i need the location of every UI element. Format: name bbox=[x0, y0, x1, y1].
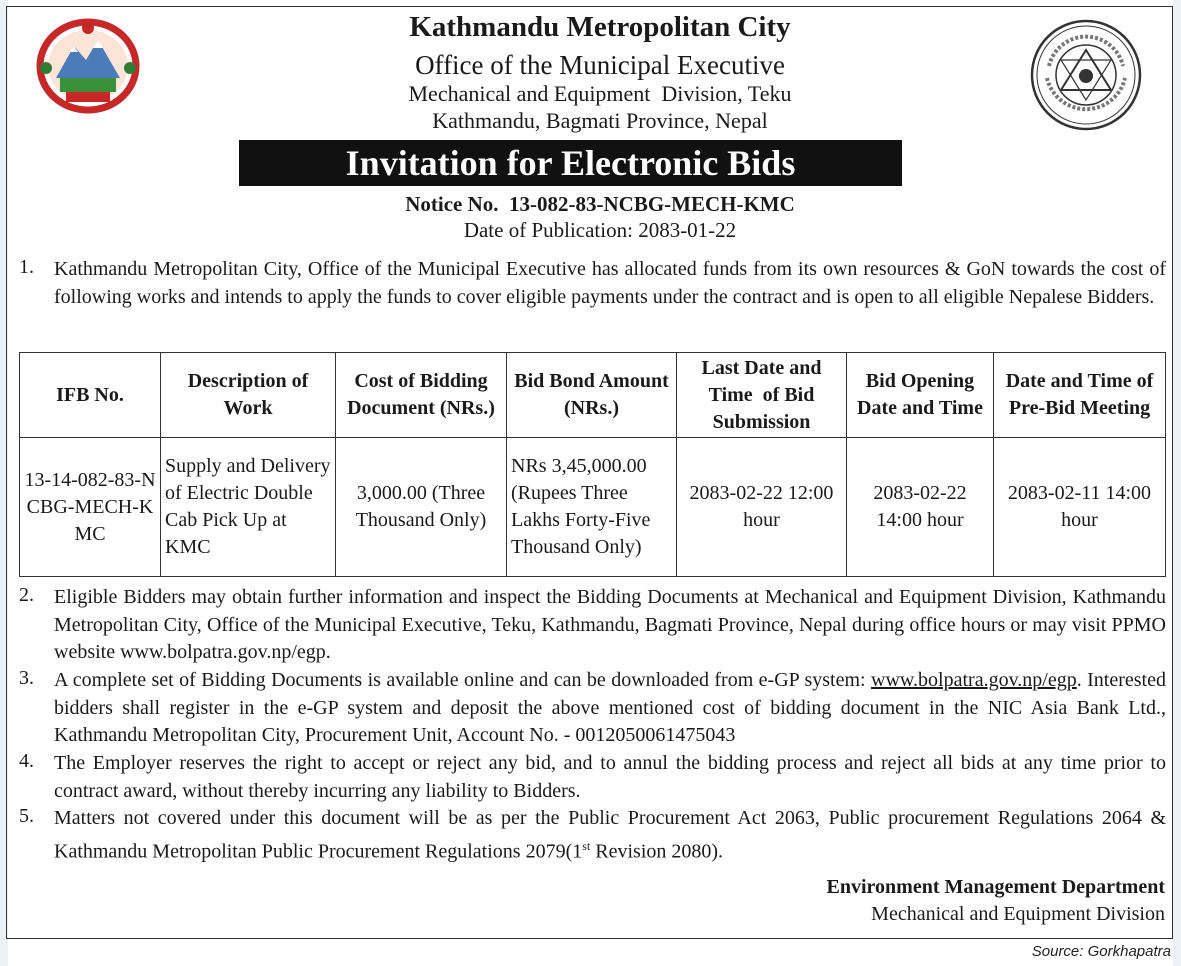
source-credit: Source: Gorkhapatra bbox=[1031, 943, 1171, 960]
division-name: Mechanical and Equipment Division, Teku bbox=[408, 81, 792, 106]
org-name: Kathmandu Metropolitan City bbox=[409, 11, 791, 43]
item-number: 1. bbox=[19, 256, 34, 278]
col-header-pre-bid: Date and Time of Pre-Bid Meeting bbox=[994, 353, 1166, 438]
cell-last-date: 2083-02-22 12:00 hour bbox=[677, 438, 847, 577]
publication-date: Date of Publication: 2083-01-22 bbox=[463, 218, 737, 242]
col-header-opening: Bid Opening Date and Time bbox=[847, 353, 994, 438]
item-number: 4. bbox=[19, 750, 34, 772]
watermark-stripe bbox=[1173, 0, 1181, 966]
cell-ifb-no: 13-14-082-83-NCBG-MECH-KMC bbox=[20, 438, 161, 577]
title-banner: Invitation for Electronic Bids bbox=[239, 140, 902, 186]
item-1-text: Kathmandu Metropolitan City, Office of the Municipal Executive has allocated funds from its own resources & GoN towards the cost of following works and intends to apply the funds to cover eligible payments under the contract and is open to all eligible Nepalese Bidders. bbox=[54, 258, 1166, 308]
item-number: 5. bbox=[19, 805, 34, 827]
item-5-sup: st bbox=[582, 838, 591, 853]
item-4-text: The Employer reserves the right to accept or reject any bid, and to annul the bidding process and reject all bids at any time prior to contract award, without thereby incurring any liability to Bidders. bbox=[54, 752, 1166, 802]
col-header-description: Description of Work bbox=[161, 353, 336, 438]
col-header-bid-bond: Bid Bond Amount (NRs.) bbox=[507, 353, 677, 438]
egp-link[interactable]: www.bolpatra.gov.np/egp bbox=[871, 669, 1077, 691]
cell-bid-bond: NRs 3,45,000.00 (Rupees Three Lakhs Forty-Five Thousand Only) bbox=[507, 438, 677, 577]
item-3-text-after: . Interested bidders shall register in the e-GP system and deposit the above mentioned cost of bidding document in the NIC Asia Bank Ltd., Kathmandu Metropolitan City, Procurement Unit, Account No. - 0012050061475043 bbox=[54, 669, 1166, 746]
col-header-cost: Cost of Bidding Document (NRs.) bbox=[336, 353, 507, 438]
bid-table bbox=[19, 352, 1166, 577]
item-3-text bbox=[54, 667, 1166, 750]
item-number: 2. bbox=[19, 584, 34, 606]
col-header-ifb-no: IFB No. bbox=[20, 353, 161, 438]
cell-description: Supply and Delivery of Electric Double Cab Pick Up at KMC bbox=[161, 438, 336, 577]
item-5-text-before: Matters not covered under this document will be as per the Public Procurement Act 2063, Public procurement Regulations 2064 & Kathmandu Metropolitan Public Procurement Regulations 2079(1 bbox=[54, 807, 1166, 863]
cell-pre-bid: 2083-02-11 14:00 hour bbox=[994, 438, 1166, 577]
item-number: 3. bbox=[19, 667, 34, 689]
item-2-text: Eligible Bidders may obtain further information and inspect the Bidding Documents at Mechanical and Equipment Division, Kathmandu Metropolitan City, Office of the Municipal Executive, Teku, Kathmandu, Bagmati Province, Nepal during office hours or may visit PPMO website www.bolpatra.gov.np/egp. bbox=[54, 586, 1166, 663]
item-3-text-before: A complete set of Bidding Documents is available online and can be downloaded from e-GP system: bbox=[54, 669, 872, 691]
cell-cost: 3,000.00 (Three Thousand Only) bbox=[336, 438, 507, 577]
footer-division: Mechanical and Equipment Division bbox=[871, 903, 1165, 925]
address: Kathmandu, Bagmati Province, Nepal bbox=[432, 108, 768, 133]
table-header-row bbox=[20, 353, 1166, 438]
item-5-text-after: Revision 2080). bbox=[590, 840, 724, 863]
cell-opening: 2083-02-22 14:00 hour bbox=[847, 438, 994, 577]
kmc-seal-icon bbox=[1029, 18, 1143, 132]
nepal-emblem-icon bbox=[36, 16, 140, 114]
office-name: Office of the Municipal Executive bbox=[415, 50, 785, 80]
footer-department: Environment Management Department bbox=[826, 876, 1165, 898]
table-row bbox=[20, 438, 1166, 577]
notice-number: Notice No. 13-082-83-NCBG-MECH-KMC bbox=[405, 192, 795, 216]
col-header-last-date: Last Date and Time of Bid Submission bbox=[677, 353, 847, 438]
item-5-text bbox=[54, 805, 1166, 866]
